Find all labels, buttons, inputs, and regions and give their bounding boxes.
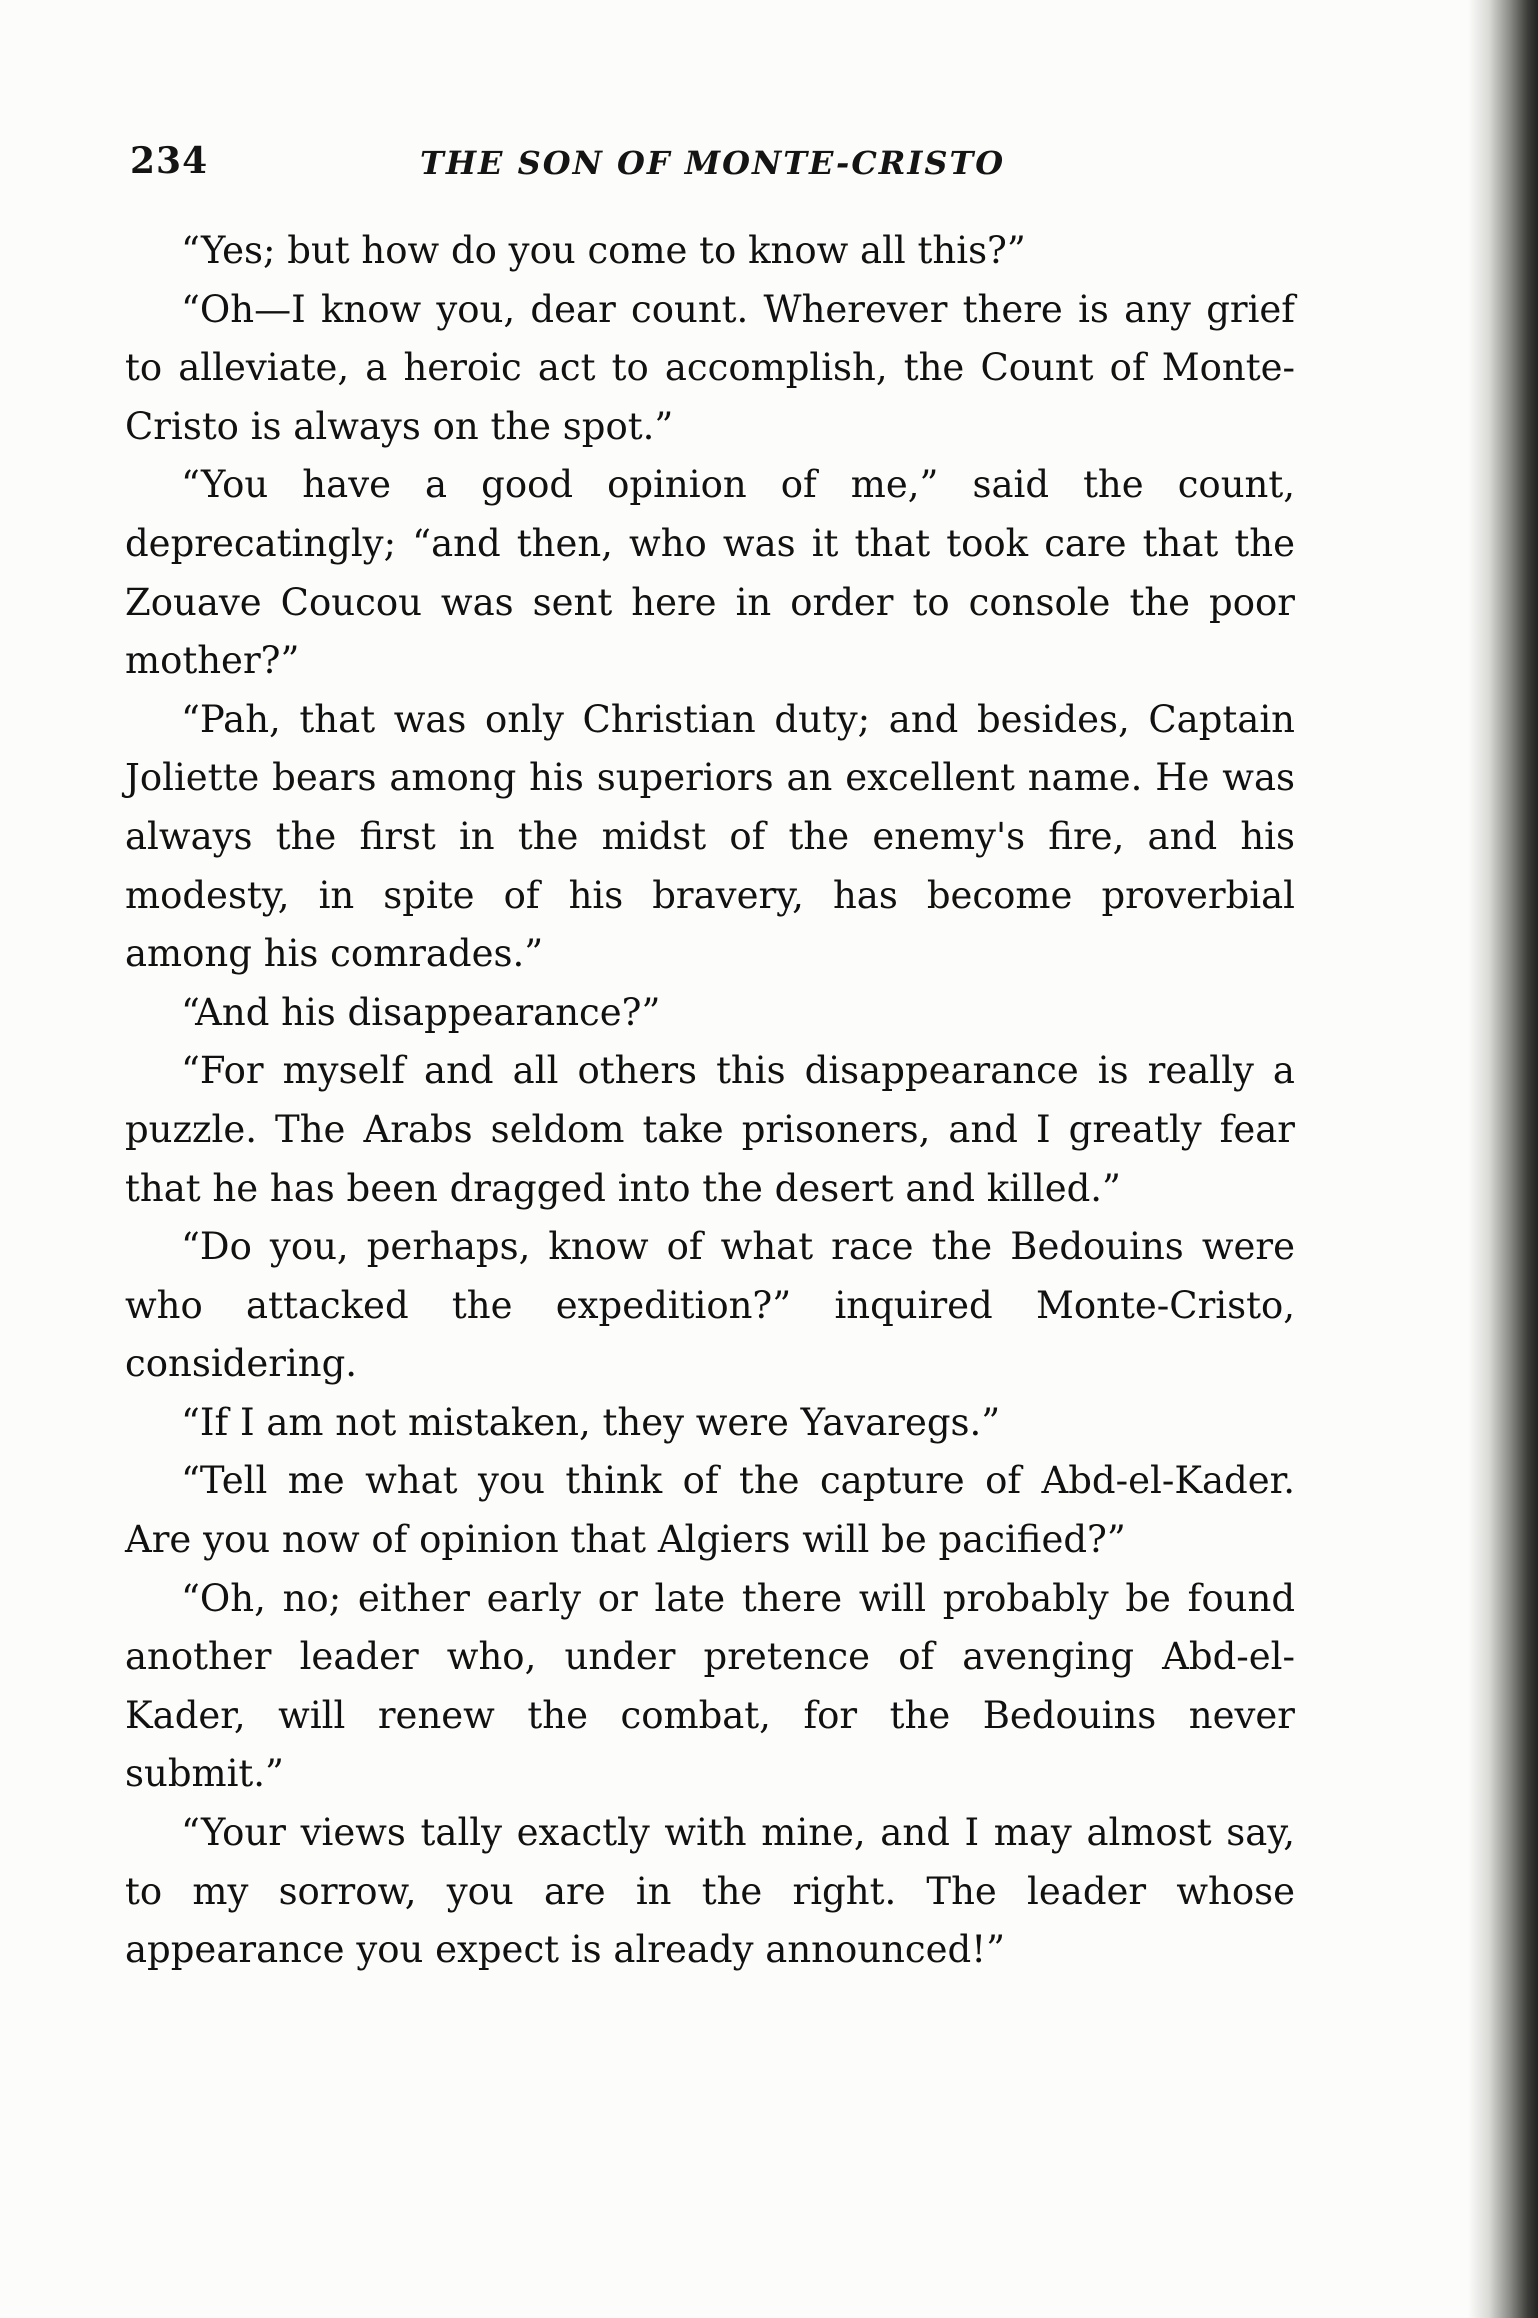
paragraph-3: “You have a good opinion of me,” said the count, deprecatingly; “and then, who was it that took care that the Zouave Coucou was sent here in order to console the poor mother?”	[125, 463, 1295, 683]
body-text	[125, 222, 1295, 1980]
page-binding-shadow	[1468, 0, 1538, 2318]
paragraph-8: “If I am not mistaken, they were Yavaregs.”	[181, 1400, 1001, 1444]
paragraph-4: “Pah, that was only Christian duty; and besides, Captain Joliette bears among his superiors an excellent name. He was always the first in the midst of the enemy's fire, and his modesty, in spite of his bravery, has become proverbial among his comrades.”	[125, 697, 1295, 976]
paragraph-6: “For myself and all others this disappearance is really a puzzle. The Arabs seldom take prisoners, and I greatly fear that he has been dragged into the desert and killed.”	[125, 1049, 1295, 1210]
paragraph-7: “Do you, perhaps, know of what race the Bedouins were who attacked the expedition?” inquired Monte-Cristo, considering.	[125, 1225, 1295, 1386]
paragraph-10: “Oh, no; either early or late there will probably be found another leader who, under pretence of avenging Abd-el-Kader, will renew the combat, for the Bedouins never submit.”	[125, 1576, 1295, 1796]
paragraph-11: “Your views tally exactly with mine, and I may almost say, to my sorrow, you are in the right. The leader whose appearance you expect is already announced!”	[125, 1811, 1295, 1972]
paragraph-9: “Tell me what you think of the capture of Abd-el-Kader. Are you now of opinion that Algiers will be pacified?”	[125, 1459, 1295, 1562]
page-number: 234	[130, 140, 209, 182]
paragraph-5: “And his disappearance?”	[181, 990, 661, 1034]
running-title: THE SON OF MONTE-CRISTO	[420, 144, 1006, 182]
paragraph-2: “Oh—I know you, dear count. Wherever there is any grief to alleviate, a heroic act to accomplish, the Count of Monte-Cristo is always on the spot.”	[125, 287, 1295, 448]
page-header	[130, 140, 1320, 200]
paragraph-1: “Yes; but how do you come to know all this?”	[181, 229, 1026, 272]
